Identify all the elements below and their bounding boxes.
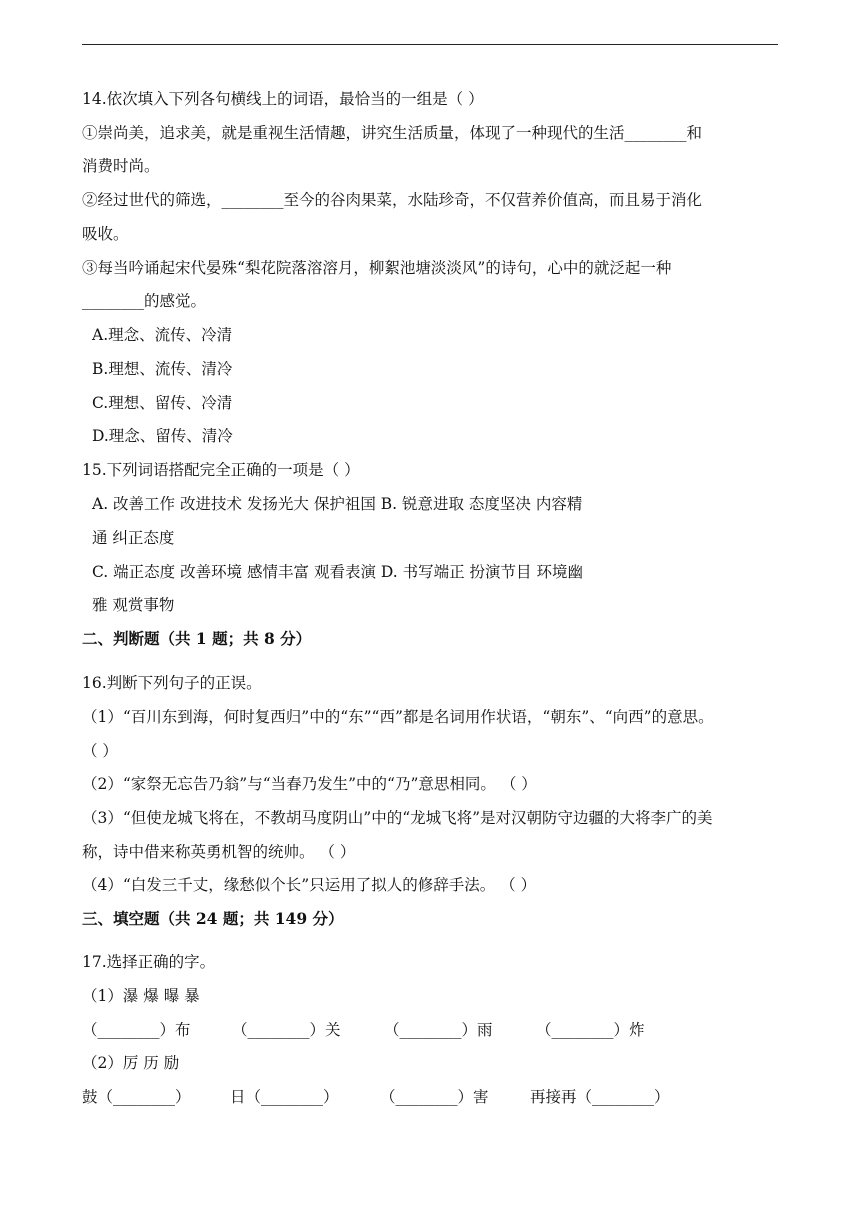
q17-stem: 17.选择正确的字。 <box>82 953 216 971</box>
q14-sentence-3: ③每当吟诵起宋代晏殊“梨花院落溶溶月，柳絮池塘淡淡风”的诗句，心中的就泛起一种 <box>82 259 672 277</box>
q15-options-line-3: C. 端正态度 改善环境 感情丰富 观看表演 D. 书写端正 扮演节目 环境幽 <box>92 563 583 581</box>
section-heading-fill-in: 三、填空题（共 24 题；共 149 分） <box>82 909 344 928</box>
q14-option-b: B.理想、流传、清冷 <box>92 360 233 378</box>
q17-blank-1-3: （________）雨 <box>384 1021 493 1039</box>
q14-option-c: C.理想、留传、冷清 <box>92 394 233 412</box>
q14-sentence-3-cont: ________的感觉。 <box>82 292 207 310</box>
q14-option-a: A.理念、流传、冷清 <box>92 326 233 344</box>
q16-item-4: （4）“白发三千丈，缘愁似个长”只运用了拟人的修辞手法。 （ ） <box>82 876 537 894</box>
q17-blank-1-1: （________）布 <box>82 1021 191 1039</box>
q16-item-2: （2）“家祭无忘告乃翁”与“当春乃发生”中的“乃”意思相同。 （ ） <box>82 775 537 793</box>
q14-sentence-1-cont: 消费时尚。 <box>82 157 160 175</box>
q14-sentence-2-cont: 吸收。 <box>82 225 129 243</box>
q17-blank-2-2: 日（________） <box>230 1088 339 1106</box>
q16-item-1: （1）“百川东到海，何时复西归”中的“东”“西”都是名词用作状语，“朝东”、“向西”的意思。 <box>82 708 714 726</box>
q17-blank-2-1: 鼓（________） <box>82 1088 191 1106</box>
q14-sentence-1: ①崇尚美，追求美，就是重视生活情趣，讲究生活质量，体现了一种现代的生活________和 <box>82 124 703 142</box>
q17-part-1-chars: （1）瀑 爆 曝 暴 <box>82 987 200 1005</box>
q14-stem: 14.依次填入下列各句横线上的词语，最恰当的一组是（ ） <box>82 90 484 108</box>
q16-stem: 16.判断下列句子的正误。 <box>82 674 262 692</box>
q17-blank-1-4: （________）炸 <box>536 1021 645 1039</box>
q15-stem: 15.下列词语搭配完全正确的一项是（ ） <box>82 461 360 479</box>
q16-item-3: （3）“但使龙城飞将在，不教胡马度阴山”中的“龙城飞将”是对汉朝防守边疆的大将李广的美 <box>82 809 713 827</box>
q14-option-d: D.理念、留传、清冷 <box>92 427 233 445</box>
q16-item-3-cont: 称，诗中借来称英勇机智的统帅。 （ ） <box>82 843 356 861</box>
q17-blank-1-2: （________）关 <box>232 1021 341 1039</box>
q17-blank-2-4: 再接再（________） <box>530 1088 670 1106</box>
q14-sentence-2: ②经过世代的筛选，________至今的谷肉果菜，水陆珍奇，不仅营养价值高，而且易于消化 <box>82 191 703 209</box>
header-rule <box>82 44 778 45</box>
q16-item-1-answer: （ ） <box>82 742 118 760</box>
q15-options-line-2: 通 纠正态度 <box>92 529 175 547</box>
q17-blank-2-3: （________）害 <box>380 1088 489 1106</box>
section-heading-judgment: 二、判断题（共 1 题；共 8 分） <box>82 629 312 648</box>
q17-part-2-chars: （2）厉 历 励 <box>82 1054 180 1072</box>
q15-options-line-1: A. 改善工作 改进技术 发扬光大 保护祖国 B. 锐意进取 态度坚决 内容精 <box>92 495 583 513</box>
q15-options-line-4: 雅 观赏事物 <box>92 596 175 614</box>
